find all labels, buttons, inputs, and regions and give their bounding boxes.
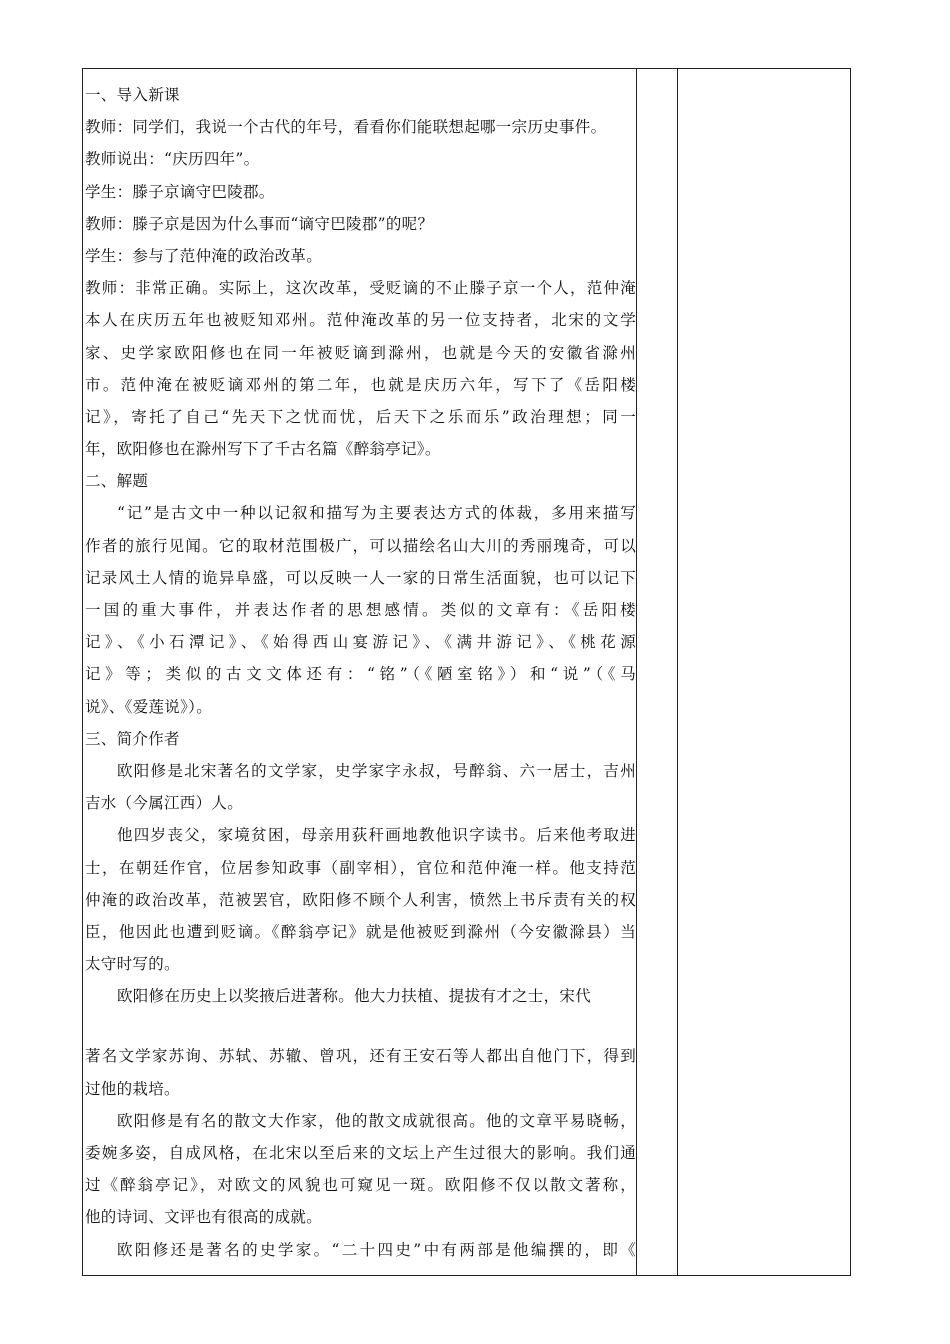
text-line: 过他的栽培。 (85, 1079, 180, 1098)
text-line: 欧阳修是有名的散文大作家，他的散文成就很高。他的文章平易晓畅， (117, 1111, 636, 1130)
remarks-column (678, 69, 850, 1275)
text-line: 欧阳修在历史上以奖掖后进著称。他大力扶植、提拔有才之士，宋代 (117, 987, 592, 1006)
text-line: 著名文学家苏询、苏轼、苏辙、曾巩，还有王安石等人都出自他门下，得到 (85, 1047, 636, 1066)
text-line: 年，欧阳修也在滁州写下了千古名篇《醉翁亭记》。 (85, 440, 441, 459)
text-line: 教师：非常正确。实际上，这次改革，受贬谪的不止滕子京一个人，范仲淹 (85, 279, 636, 298)
text-line: 仲淹的政治改革，范被罢官，欧阳修不顾个人利害，愤然上书斥责有关的权 (85, 890, 636, 909)
text-line: 太守时写的。 (85, 955, 180, 974)
lesson-plan-table (82, 68, 851, 1276)
text-line: 二、解题 (85, 472, 149, 491)
text-line: 一、导入新课 (85, 86, 180, 104)
text-line: 教师：同学们，我说一个古代的年号，看看你们能联想起哪一宗历史事件。 (85, 118, 607, 137)
notes-column (637, 69, 678, 1275)
text-line: 记录风土人情的诡异阜盛，可以反映一人一家的日常生活面貌，也可以记下 (85, 568, 636, 587)
text-line: 作者的旅行见闻。它的取材范围极广，可以描绘名山大川的秀丽瑰奇，可以 (85, 536, 636, 555)
text-line: “记”是古文中一种以记叙和描写为主要表达方式的体裁，多用来描写 (117, 504, 636, 523)
main-content-column (83, 69, 637, 1275)
text-line: 三、简介作者 (85, 729, 180, 748)
text-line: 记》、《小石潭记》、《始得西山宴游记》、《满井游记》、《桃花源 (85, 633, 636, 652)
text-line: 本人在庆历五年也被贬知邓州。范仲淹改革的另一位支持者，北宋的文学 (85, 311, 636, 330)
text-line: 学生：参与了范仲淹的政治改革。 (85, 246, 323, 265)
text-line: 他的诗词、文评也有很高的成就。 (85, 1208, 323, 1227)
text-line: 欧阳修是北宋著名的文学家，史学家字永叔，号醉翁、六一居士，吉州 (117, 761, 636, 780)
text-line: 教师：滕子京是因为什么事而“谪守巴陵郡”的呢？ (85, 214, 434, 233)
text-line: 士，在朝廷作官，位居参知政事（副宰相），官位和范仲淹一样。他支持范 (85, 858, 636, 877)
text-line: 一国的重大事件，并表达作者的思想感情。类似的文章有：《岳阳楼 (85, 601, 636, 619)
text-line: 欧阳修还是著名的史学家。“二十四史”中有两部是他编撰的，即《 (117, 1240, 636, 1259)
text-line: 记》等；类似的古文文体还有：“铭”（《陋室铭》）和“说”（《马 (85, 665, 636, 684)
text-line: 他四岁丧父，家境贫困，母亲用荻秆画地教他识字读书。后来他考取进 (117, 826, 636, 845)
text-line: 说》、《爱莲说》）。 (85, 697, 213, 716)
text-line: 教师说出：“庆历四年”。 (85, 150, 260, 169)
text-line: 家、史学家欧阳修也在同一年被贬谪到滁州，也就是今天的安徽省滁州 (85, 343, 636, 362)
text-line: 吉水（今属江西）人。 (85, 794, 244, 813)
text-line: 过《醉翁亭记》，对欧文的风貌也可窥见一斑。欧阳修不仅以散文著称， (85, 1176, 636, 1195)
text-line: 市。范仲淹在被贬谪邓州的第二年，也就是庆历六年，写下了《岳阳楼 (85, 375, 636, 394)
text-line: 记》，寄托了自己“先天下之忧而忧，后天下之乐而乐”政治理想；同一 (85, 407, 636, 426)
text-line: 臣，他因此也遭到贬谪。《醉翁亭记》就是他被贬到滁州（今安徽滁县）当 (85, 922, 636, 941)
text-line: 委婉多姿，自成风格，在北宋以至后来的文坛上产生过很大的影响。我们通 (85, 1144, 636, 1162)
text-line: 学生：滕子京谪守巴陵郡。 (85, 182, 275, 201)
